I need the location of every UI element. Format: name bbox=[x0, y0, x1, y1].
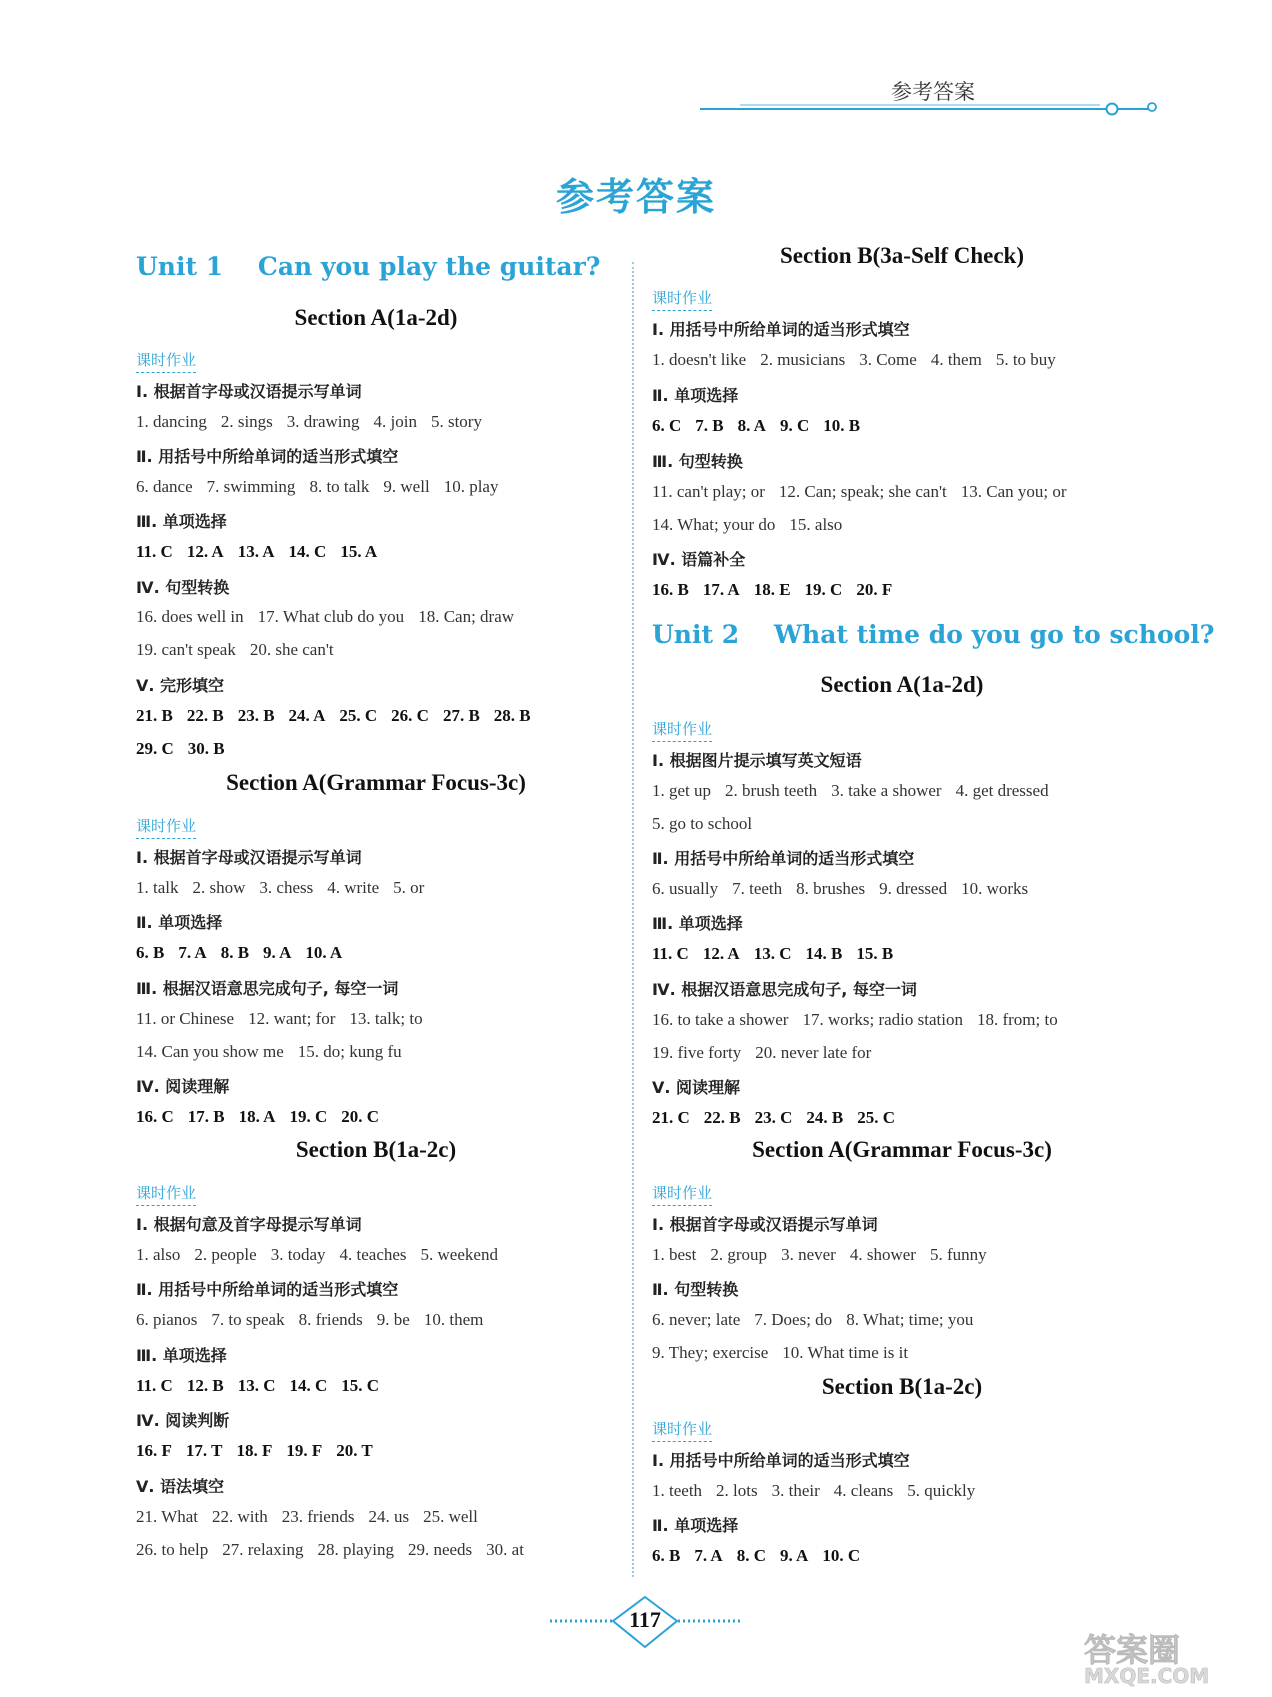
answer-item: 1. get up bbox=[652, 781, 712, 800]
answer-line bbox=[136, 706, 531, 726]
answer-item: 6. never; late bbox=[652, 1310, 741, 1329]
answer-item: 18. from; to bbox=[976, 1010, 1058, 1029]
answer-item: 12. Can; speak; she can't bbox=[778, 482, 947, 501]
answer-line bbox=[652, 482, 1067, 502]
answer-item: 13. C bbox=[237, 1376, 276, 1395]
answer-item: 21. What bbox=[136, 1507, 199, 1526]
answer-line bbox=[652, 580, 892, 600]
answer-item: 16. B bbox=[652, 580, 689, 599]
answer-line bbox=[136, 1507, 478, 1527]
answer-item: 5. go to school bbox=[652, 814, 753, 833]
answer-line bbox=[136, 640, 334, 660]
question-heading: Ⅱ. 用括号中所给单词的适当形式填空 bbox=[136, 1280, 399, 1299]
answer-item: 13. A bbox=[237, 542, 275, 561]
answer-line bbox=[652, 879, 1028, 899]
column-divider bbox=[632, 262, 634, 1577]
answer-item: 9. They; exercise bbox=[652, 1343, 769, 1362]
answer-item: 8. What; time; you bbox=[846, 1310, 974, 1329]
answer-item: 7. Does; do bbox=[754, 1310, 833, 1329]
answer-item: 6. C bbox=[652, 416, 682, 435]
answer-line bbox=[652, 1310, 973, 1330]
answer-item: 1. also bbox=[136, 1245, 181, 1264]
answer-item: 19. can't speak bbox=[136, 640, 236, 659]
question-heading: Ⅴ. 语法填空 bbox=[136, 1477, 225, 1496]
answer-item: 22. B bbox=[186, 706, 224, 725]
answer-line bbox=[136, 542, 377, 562]
answer-item: 27. B bbox=[442, 706, 480, 725]
page-footer bbox=[550, 1592, 740, 1652]
answer-line bbox=[652, 1481, 975, 1501]
homework-tag: 课时作业 bbox=[652, 1418, 712, 1442]
answer-item: 4. join bbox=[373, 412, 417, 431]
homework-tag: 课时作业 bbox=[136, 349, 196, 373]
answer-item: 2. group bbox=[710, 1245, 768, 1264]
watermark-text-cn: 答案圈 bbox=[1084, 1631, 1181, 1669]
answer-line bbox=[652, 1245, 987, 1265]
answer-item: 29. needs bbox=[407, 1540, 473, 1559]
question-heading: Ⅱ. 单项选择 bbox=[652, 1516, 739, 1535]
header-decoration-line bbox=[700, 99, 1158, 119]
answer-item: 30. B bbox=[187, 739, 225, 758]
answer-item: 2. brush teeth bbox=[725, 781, 818, 800]
answer-line bbox=[136, 1540, 524, 1560]
homework-tag: 课时作业 bbox=[652, 287, 712, 311]
answer-item: 14. Can you show me bbox=[136, 1042, 284, 1061]
answer-item: 17. A bbox=[702, 580, 740, 599]
answer-item: 4. write bbox=[327, 878, 380, 897]
answer-line bbox=[136, 1107, 379, 1127]
answer-item: 4. teaches bbox=[339, 1245, 407, 1264]
question-heading: Ⅰ. 根据首字母或汉语提示写单词 bbox=[652, 1215, 878, 1234]
answer-item: 23. B bbox=[237, 706, 275, 725]
answer-item: 14. C bbox=[289, 1376, 328, 1395]
question-heading: Ⅲ. 单项选择 bbox=[652, 914, 743, 933]
answer-item: 6. dance bbox=[136, 477, 193, 496]
section-heading: Section A(Grammar Focus-3c) bbox=[752, 1137, 1052, 1162]
question-heading: Ⅰ. 用括号中所给单词的适当形式填空 bbox=[652, 1451, 910, 1470]
section-heading: Section A(Grammar Focus-3c) bbox=[226, 770, 526, 795]
answer-line bbox=[652, 515, 842, 535]
answer-line bbox=[136, 1310, 483, 1330]
answer-item: 25. well bbox=[423, 1507, 478, 1526]
answer-item: 18. F bbox=[236, 1441, 273, 1460]
question-heading: Ⅴ. 阅读理解 bbox=[652, 1078, 741, 1097]
section-heading: Section B(3a-Self Check) bbox=[779, 243, 1025, 268]
answer-item: 1. dancing bbox=[136, 412, 207, 431]
answer-item: 16. C bbox=[136, 1107, 174, 1126]
answer-line bbox=[136, 739, 225, 759]
answer-item: 15. C bbox=[341, 1376, 380, 1395]
answer-item: 3. drawing bbox=[286, 412, 360, 431]
answer-item: 3. their bbox=[771, 1481, 820, 1500]
section-heading: Section A(1a-2d) bbox=[294, 305, 458, 330]
answer-item: 20. F bbox=[856, 580, 893, 599]
answer-line bbox=[136, 607, 514, 627]
answer-line bbox=[136, 943, 342, 963]
answer-item: 4. get dressed bbox=[955, 781, 1049, 800]
answer-item: 20. C bbox=[341, 1107, 380, 1126]
answer-item: 15. B bbox=[856, 944, 894, 963]
answer-item: 20. T bbox=[336, 1441, 373, 1460]
answer-item: 3. Come bbox=[859, 350, 917, 369]
answer-item: 1. talk bbox=[136, 878, 179, 897]
answer-item: 30. at bbox=[486, 1540, 524, 1559]
answer-item: 24. us bbox=[368, 1507, 410, 1526]
answer-item: 16. F bbox=[136, 1441, 172, 1460]
answer-item: 18. E bbox=[753, 580, 791, 599]
answer-item: 15. A bbox=[340, 542, 378, 561]
answer-item: 22. with bbox=[212, 1507, 268, 1526]
answer-item: 8. brushes bbox=[796, 879, 866, 898]
question-heading: Ⅱ. 单项选择 bbox=[652, 386, 739, 405]
page-title: 参考答案 bbox=[555, 175, 716, 219]
answer-item: 5. or bbox=[393, 878, 425, 897]
answer-item: 19. C bbox=[289, 1107, 328, 1126]
answer-item: 20. she can't bbox=[249, 640, 334, 659]
answer-item: 13. talk; to bbox=[349, 1009, 423, 1028]
question-heading: Ⅲ. 句型转换 bbox=[652, 452, 743, 471]
header-label: 参考答案 bbox=[891, 80, 975, 104]
answer-item: 21. C bbox=[652, 1108, 690, 1127]
answer-line bbox=[652, 416, 860, 436]
answer-item: 1. best bbox=[652, 1245, 697, 1264]
answer-item: 5. to buy bbox=[995, 350, 1056, 369]
answer-item: 4. shower bbox=[849, 1245, 916, 1264]
answer-item: 8. C bbox=[736, 1546, 766, 1565]
answer-item: 10. play bbox=[443, 477, 499, 496]
answer-item: 7. A bbox=[178, 943, 207, 962]
answer-item: 23. C bbox=[754, 1108, 793, 1127]
answer-item: 6. B bbox=[652, 1546, 681, 1565]
answer-item: 12. A bbox=[186, 542, 224, 561]
question-heading: Ⅰ. 根据首字母或汉语提示写单词 bbox=[136, 382, 362, 401]
answer-item: 26. to help bbox=[136, 1540, 209, 1559]
answer-item: 10. What time is it bbox=[782, 1343, 909, 1362]
answer-item: 7. to speak bbox=[211, 1310, 285, 1329]
answer-item: 7. A bbox=[694, 1546, 723, 1565]
answer-item: 12. want; for bbox=[248, 1009, 336, 1028]
question-heading: Ⅲ. 根据汉语意思完成句子, 每空一词 bbox=[136, 979, 399, 998]
question-heading: Ⅳ. 语篇补全 bbox=[652, 550, 746, 569]
answer-item: 5. story bbox=[430, 412, 482, 431]
answer-item: 19. C bbox=[804, 580, 843, 599]
answer-line bbox=[652, 1108, 895, 1128]
answer-item: 25. C bbox=[339, 706, 378, 725]
answer-item: 3. take a shower bbox=[831, 781, 942, 800]
answer-item: 23. friends bbox=[281, 1507, 355, 1526]
question-heading: Ⅳ. 阅读理解 bbox=[136, 1077, 230, 1096]
answer-item: 17. B bbox=[187, 1107, 225, 1126]
answer-item: 2. show bbox=[192, 878, 246, 897]
answer-item: 24. A bbox=[288, 706, 326, 725]
answer-item: 27. relaxing bbox=[222, 1540, 304, 1559]
answer-item: 25. C bbox=[857, 1108, 896, 1127]
answer-item: 17. What club do you bbox=[257, 607, 405, 626]
question-heading: Ⅲ. 单项选择 bbox=[136, 512, 227, 531]
answer-item: 7. swimming bbox=[206, 477, 296, 496]
answer-item: 4. cleans bbox=[833, 1481, 894, 1500]
answer-item: 2. people bbox=[194, 1245, 257, 1264]
question-heading: Ⅰ. 根据首字母或汉语提示写单词 bbox=[136, 848, 362, 867]
answer-item: 9. be bbox=[376, 1310, 410, 1329]
answer-line bbox=[136, 477, 498, 497]
question-heading: Ⅰ. 根据图片提示填写英文短语 bbox=[652, 751, 862, 770]
answer-item: 13. C bbox=[753, 944, 792, 963]
answer-line bbox=[136, 1376, 379, 1396]
answer-item: 20. never late for bbox=[755, 1043, 872, 1062]
answer-item: 6. usually bbox=[652, 879, 719, 898]
page-number: 117 bbox=[629, 1607, 661, 1632]
answer-line bbox=[652, 814, 752, 834]
question-heading: Ⅳ. 阅读判断 bbox=[136, 1411, 230, 1430]
answer-item: 3. today bbox=[270, 1245, 326, 1264]
answer-item: 16. does well in bbox=[136, 607, 244, 626]
answer-item: 8. to talk bbox=[309, 477, 370, 496]
answer-item: 11. can't play; or bbox=[652, 482, 765, 501]
answer-item: 2. sings bbox=[220, 412, 273, 431]
answer-item: 28. playing bbox=[317, 1540, 394, 1559]
answer-item: 17. works; radio station bbox=[802, 1010, 963, 1029]
unit-heading: Unit 2 What time do you go to school? bbox=[652, 620, 1215, 649]
answer-item: 12. B bbox=[186, 1376, 224, 1395]
question-heading: Ⅰ. 用括号中所给单词的适当形式填空 bbox=[652, 320, 910, 339]
section-heading: Section B(1a-2c) bbox=[295, 1137, 457, 1162]
answer-item: 6. pianos bbox=[136, 1310, 198, 1329]
answer-item: 17. T bbox=[185, 1441, 223, 1460]
question-heading: Ⅳ. 根据汉语意思完成句子, 每空一词 bbox=[652, 980, 917, 999]
answer-item: 5. funny bbox=[929, 1245, 987, 1264]
answer-item: 19. five forty bbox=[652, 1043, 742, 1062]
answer-line bbox=[652, 1546, 860, 1566]
answer-line bbox=[136, 1042, 402, 1062]
answer-item: 14. C bbox=[288, 542, 327, 561]
answer-line bbox=[136, 1245, 498, 1265]
answer-item: 14. What; your do bbox=[652, 515, 776, 534]
answer-item: 10. B bbox=[823, 416, 861, 435]
answer-item: 1. doesn't like bbox=[652, 350, 747, 369]
question-heading: Ⅰ. 根据句意及首字母提示写单词 bbox=[136, 1215, 362, 1234]
answer-item: 8. A bbox=[737, 416, 766, 435]
answer-line bbox=[652, 1010, 1058, 1030]
answer-line bbox=[136, 1009, 423, 1029]
answer-item: 6. B bbox=[136, 943, 165, 962]
answer-line bbox=[652, 350, 1056, 370]
answer-item: 21. B bbox=[136, 706, 173, 725]
answer-item: 2. lots bbox=[716, 1481, 758, 1500]
answer-line bbox=[136, 412, 482, 432]
answer-item: 3. never bbox=[781, 1245, 836, 1264]
answer-item: 11. C bbox=[136, 542, 173, 561]
answer-item: 11. C bbox=[652, 944, 689, 963]
answer-item: 12. A bbox=[702, 944, 740, 963]
answer-item: 7. B bbox=[695, 416, 724, 435]
answer-item: 9. A bbox=[779, 1546, 809, 1565]
answer-item: 9. A bbox=[263, 943, 292, 962]
answer-item: 11. C bbox=[136, 1376, 173, 1395]
section-heading: Section B(1a-2c) bbox=[821, 1374, 983, 1399]
question-heading: Ⅱ. 用括号中所给单词的适当形式填空 bbox=[136, 447, 399, 466]
answer-item: 14. B bbox=[805, 944, 843, 963]
question-heading: Ⅱ. 单项选择 bbox=[136, 913, 223, 932]
answer-line bbox=[652, 1343, 908, 1363]
answer-line bbox=[652, 1043, 871, 1063]
answer-item: 3. chess bbox=[259, 878, 314, 897]
answer-item: 19. F bbox=[286, 1441, 323, 1460]
answer-item: 24. B bbox=[806, 1108, 844, 1127]
homework-tag: 课时作业 bbox=[136, 815, 196, 839]
answer-item: 13. Can you; or bbox=[960, 482, 1067, 501]
answer-item: 4. them bbox=[930, 350, 982, 369]
homework-tag: 课时作业 bbox=[136, 1182, 196, 1206]
answer-item: 18. Can; draw bbox=[418, 607, 515, 626]
answer-item: 18. A bbox=[238, 1107, 276, 1126]
answer-item: 1. teeth bbox=[652, 1481, 703, 1500]
question-heading: Ⅴ. 完形填空 bbox=[136, 676, 225, 695]
answer-line bbox=[136, 878, 424, 898]
answer-item: 8. B bbox=[220, 943, 250, 962]
answer-item: 9. well bbox=[383, 477, 430, 496]
answer-item: 10. C bbox=[822, 1546, 861, 1565]
question-heading: Ⅳ. 句型转换 bbox=[136, 578, 230, 597]
section-heading: Section A(1a-2d) bbox=[820, 672, 984, 697]
question-heading: Ⅱ. 句型转换 bbox=[652, 1280, 739, 1299]
answer-item: 2. musicians bbox=[760, 350, 846, 369]
answer-line bbox=[652, 781, 1049, 801]
answer-line bbox=[652, 944, 893, 964]
homework-tag: 课时作业 bbox=[652, 718, 712, 742]
answer-item: 15. also bbox=[789, 515, 843, 534]
answer-line bbox=[136, 1441, 373, 1461]
unit-heading: Unit 1 Can you play the guitar? bbox=[136, 252, 601, 281]
question-heading: Ⅱ. 用括号中所给单词的适当形式填空 bbox=[652, 849, 915, 868]
answer-item: 7. teeth bbox=[732, 879, 783, 898]
answer-item: 5. quickly bbox=[907, 1481, 976, 1500]
answer-item: 22. B bbox=[703, 1108, 741, 1127]
answer-item: 26. C bbox=[391, 706, 429, 725]
answer-item: 10. them bbox=[423, 1310, 484, 1329]
answer-item: 10. works bbox=[961, 879, 1029, 898]
homework-tag: 课时作业 bbox=[652, 1182, 712, 1206]
answer-item: 9. dressed bbox=[879, 879, 948, 898]
answer-item: 5. weekend bbox=[420, 1245, 498, 1264]
answer-item: 8. friends bbox=[298, 1310, 363, 1329]
answer-item: 9. C bbox=[779, 416, 810, 435]
answer-item: 29. C bbox=[136, 739, 174, 758]
answer-item: 28. B bbox=[493, 706, 531, 725]
watermark bbox=[1072, 1627, 1252, 1687]
answer-item: 11. or Chinese bbox=[136, 1009, 235, 1028]
answer-item: 16. to take a shower bbox=[652, 1010, 789, 1029]
watermark-text-en: MXQE.COM bbox=[1084, 1664, 1210, 1687]
question-heading: Ⅲ. 单项选择 bbox=[136, 1346, 227, 1365]
answer-item: 15. do; kung fu bbox=[297, 1042, 402, 1061]
answer-item: 10. A bbox=[305, 943, 343, 962]
